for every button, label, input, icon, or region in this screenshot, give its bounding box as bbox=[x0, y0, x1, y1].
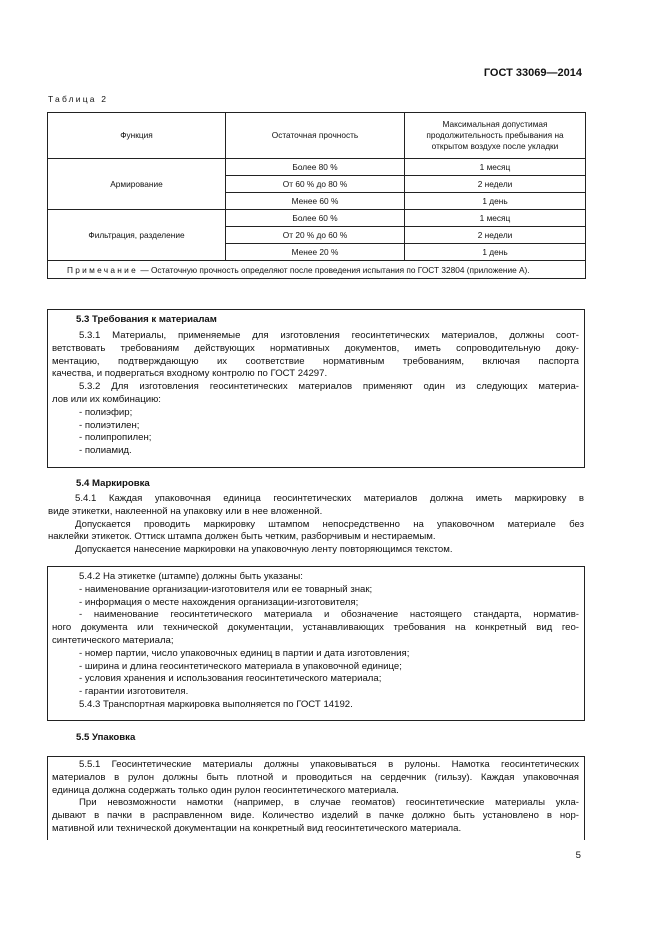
table-row bbox=[48, 210, 586, 227]
list-item: - полиэфир; bbox=[79, 406, 133, 418]
header-cell: Остаточная прочность bbox=[226, 113, 405, 159]
note-text: — Остаточную прочность определяют после проведения испытания по ГОСТ 32804 (приложение А). bbox=[138, 265, 530, 275]
paragraph-line: 5.4.1 Каждая упаковочная единица геосинтетических материалов должна иметь маркировку в bbox=[75, 493, 584, 504]
duration-cell: 1 день bbox=[405, 244, 586, 261]
paragraph-line: 5.3.2 Для изготовления геосинтетических материалов применяют один из следующих материа- bbox=[79, 381, 579, 393]
paragraph-line: ментацию, подтверждающую их соответствие нормативным требованиям, включая паспорта bbox=[52, 355, 579, 367]
duration-cell: 2 недели bbox=[405, 176, 586, 193]
paragraph-line: Допускается нанесение маркировки на упаковочную ленту повторяющимся текстом. bbox=[75, 544, 453, 556]
paragraph-line: лов или их комбинацию: bbox=[52, 393, 161, 405]
paragraph-line: качества, и подвергаться входному контролю по ГОСТ 24297. bbox=[52, 368, 328, 380]
paragraph-line: 5.4.2 На этикетке (штампе) должны быть указаны: bbox=[79, 571, 303, 582]
table-header-row bbox=[48, 113, 586, 159]
paragraph-line: 5.4.3 Транспортная маркировка выполняется по ГОСТ 14192. bbox=[79, 698, 353, 710]
section-5-3-box bbox=[47, 309, 585, 468]
document-header: ГОСТ 33069—2014 bbox=[483, 67, 582, 79]
section-5-5-heading: 5.5 Упаковка bbox=[76, 732, 136, 743]
paragraph-line: дывают в пачки в расправленном виде. Количество изделий в пачке должно быть установлено в нор- bbox=[52, 810, 579, 822]
paragraph-line: единица должна содержать только один рулон геосинтетического материала. bbox=[52, 784, 399, 796]
paragraph-line: виде этикетки, наклеенной на упаковку или в нее вложенной. bbox=[48, 505, 323, 517]
labeling-box bbox=[47, 566, 585, 721]
paragraph-line: синтетического материала; bbox=[52, 634, 174, 646]
function-cell: Фильтрация, разделение bbox=[48, 210, 226, 261]
paragraph-line: 5.3.1 Материалы, применяемые для изготовления геосинтетических материалов, должны соот- bbox=[79, 330, 579, 341]
strength-cell: От 20 % до 60 % bbox=[226, 227, 405, 244]
list-item: - полиамид. bbox=[79, 445, 132, 457]
paragraph-line: При невозможности намотки (например, в случае геоматов) геосинтетические материалы укла- bbox=[79, 797, 579, 809]
duration-cell: 1 месяц bbox=[405, 159, 586, 176]
table-row bbox=[48, 159, 586, 176]
duration-cell: 1 день bbox=[405, 193, 586, 210]
note-label: Примечание bbox=[67, 265, 139, 275]
paragraph-line: мативной или технической документации на конкретный вид геосинтетического материала. bbox=[52, 822, 462, 834]
strength-cell: Менее 20 % bbox=[226, 244, 405, 261]
function-cell: Армирование bbox=[48, 159, 226, 210]
section-5-4-heading: 5.4 Маркировка bbox=[76, 478, 150, 489]
section-5-3-heading: 5.3 Требования к материалам bbox=[76, 314, 217, 325]
list-item: - полипропилен; bbox=[79, 432, 152, 444]
paragraph-line: 5.5.1 Геосинтетические материалы должны упаковываться в рулоны. Намотка геосинтетических bbox=[79, 759, 579, 770]
duration-cell: 1 месяц bbox=[405, 210, 586, 227]
strength-cell: От 60 % до 80 % bbox=[226, 176, 405, 193]
strength-cell: Менее 60 % bbox=[226, 193, 405, 210]
list-item: - наименование организации-изготовителя или ее товарный знак; bbox=[79, 583, 373, 595]
paragraph-line: материалов в рулон должны быть плотной и проводиться на сердечник (гильзу). Каждая упаковочная bbox=[52, 771, 579, 783]
page-number: 5 bbox=[575, 850, 581, 861]
list-item: - наименование геосинтетического материала и обозначение настоящего стандарта, норматив- bbox=[79, 609, 579, 621]
paragraph-line: ветствовать требованиям действующих нормативных документов, иметь сопроводительную доку- bbox=[52, 342, 579, 354]
packaging-box bbox=[47, 756, 585, 840]
list-item: - условия хранения и использования геосинтетического материала; bbox=[79, 673, 382, 685]
strength-cell: Более 60 % bbox=[226, 210, 405, 227]
data-table bbox=[47, 112, 586, 279]
list-item: - ширина и длина геосинтетического материала в упаковочной единице; bbox=[79, 660, 402, 672]
list-item: - информация о месте нахождения организации-изготовителя; bbox=[79, 596, 359, 608]
list-item: - номер партии, число упаковочных единиц в партии и дата изготовления; bbox=[79, 647, 410, 659]
table-note-row bbox=[48, 261, 586, 279]
list-item: - полиэтилен; bbox=[79, 419, 140, 431]
paragraph-line: ного документа или технической документации, устанавливающих требования на конкретный вид гео- bbox=[52, 622, 579, 634]
list-item: - гарантии изготовителя. bbox=[79, 686, 189, 698]
header-cell: Функция bbox=[48, 113, 226, 159]
paragraph-line: наклейки этикеток. Оттиск штампа должен быть четким, разборчивым и нестираемым. bbox=[48, 531, 436, 543]
strength-cell: Более 80 % bbox=[226, 159, 405, 176]
header-cell: Максимальная допустимая продолжительность пребывания на открытом воздухе после укладки bbox=[405, 113, 586, 159]
table-note bbox=[48, 261, 586, 279]
section-5-4-text bbox=[48, 493, 584, 557]
table-caption: Таблица 2 bbox=[48, 94, 109, 104]
paragraph-line: Допускается проводить маркировку штампом непосредственно на упаковочном материале без bbox=[75, 518, 584, 530]
duration-cell: 2 недели bbox=[405, 227, 586, 244]
